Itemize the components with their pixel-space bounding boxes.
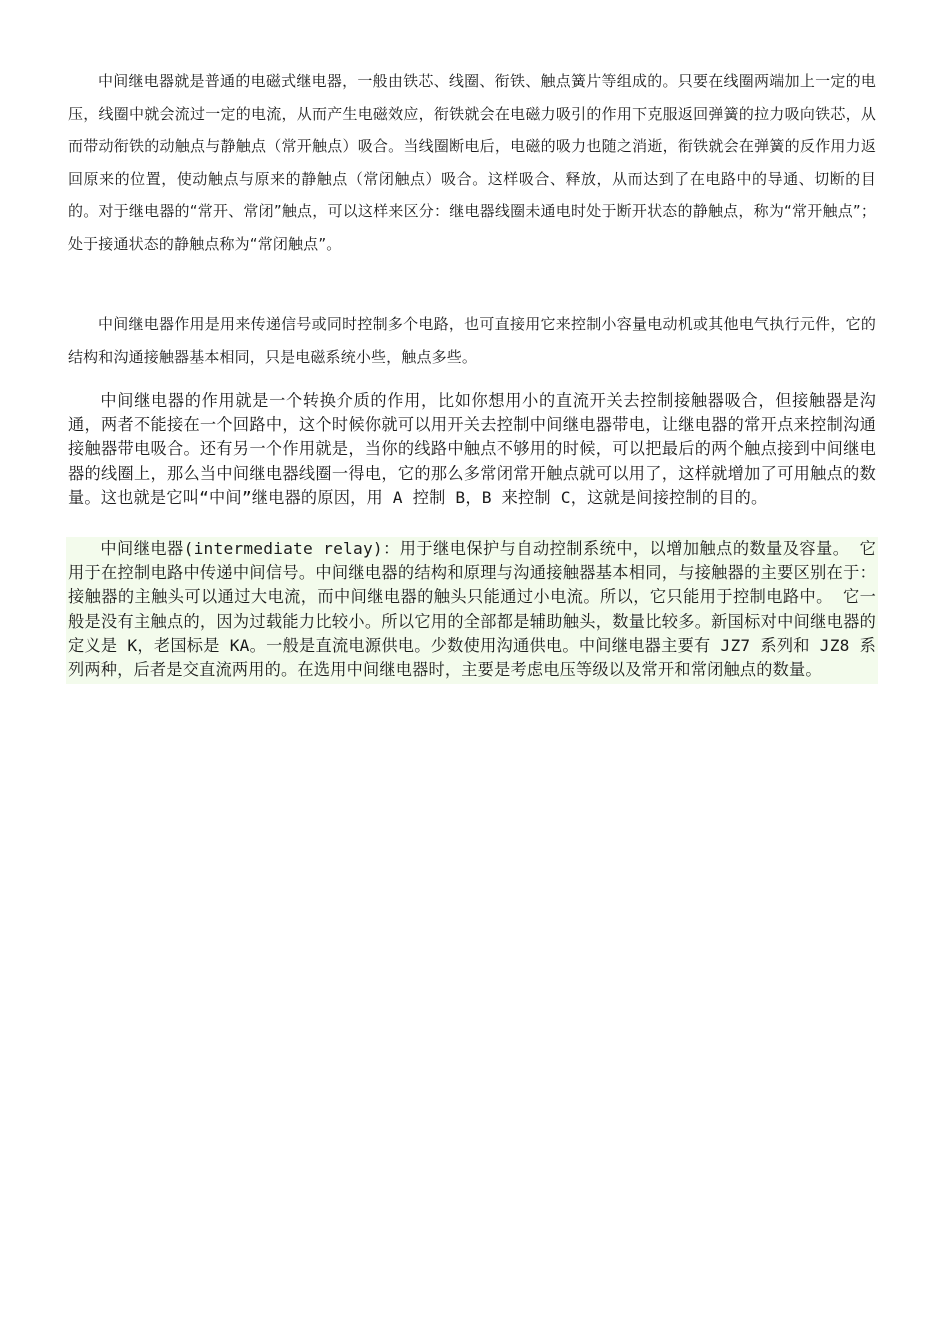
paragraph-relay-principle: 中间继电器就是普通的电磁式继电器，一般由铁芯、线圈、衔铁、触点簧片等组成的。只要在线圈两端加上一定的电压，线圈中就会流过一定的电流，从而产生电磁效应，衔铁就会在电磁力吸引的作用下克服返回弹簧的拉力吸向铁芯，从而带动衔铁的动触点与静触点（常开触点）吸合。当线圈断电后，电磁的吸力也随之消逝，衔铁就会在弹簧的反作用力返回原来的位置，使动触点与原来的静触点（常闭触点）吸合。这样吸合、释放，从而达到了在电路中的导通、切断的目的。对于继电器的“常开、常闭”触点，可以这样来区分：继电器线圈未通电时处于断开状态的静触点，称为“常开触点”；处于接通状态的静触点称为“常闭触点”。: [68, 72, 876, 253]
paragraph-relay-conversion-role: 中间继电器的作用就是一个转换介质的作用，比如你想用小的直流开关去控制接触器吸合，但接触器是沟通，两者不能接在一个回路中，这个时候你就可以用开关去控制中间继电器带电，让继电器的常开点来控制沟通接触器带电吸合。还有另一个作用就是，当你的线路中触点不够用的时候，可以把最后的两个触点接到中间继电器的线圈上，那么当中间继电器线圈一得电，它的那么多常闭常开触点就可以用了，这样就增加了可用触点的数量。这也就是它叫“中间”继电器的原因，用 A 控制 B，B 来控制 C，这就是间接控制的目的。: [68, 391, 876, 507]
paragraph-intermediate-relay-definition: 中间继电器(intermediate relay)：用于继电保护与自动控制系统中，以增加触点的数量及容量。 它用于在控制电路中传递中间信号。中间继电器的结构和原理与沟通接触器基本相同，与接触器的主要区别在于：接触器的主触头可以通过大电流，而中间继电器的触头只能通过小电流。所以，它只能用于控制电路中。 它一般是没有主触点的，因为过载能力比较小。所以它用的全部都是辅助触头，数量比较多。新国标对中间继电器的定义是 K，老国标是 KA。一般是直流电源供电。少数使用沟通供电。中间继电器主要有 JZ7 系列和 JZ8 系列两种，后者是交直流两用的。在选用中间继电器时，主要是考虑电压等级以及常开和常闭触点的数量。: [66, 537, 878, 684]
paragraph-relay-function: 中间继电器作用是用来传递信号或同时控制多个电路，也可直接用它来控制小容量电动机或其他电气执行元件，它的结构和沟通接触器基本相同，只是电磁系统小些，触点多些。: [68, 315, 876, 366]
